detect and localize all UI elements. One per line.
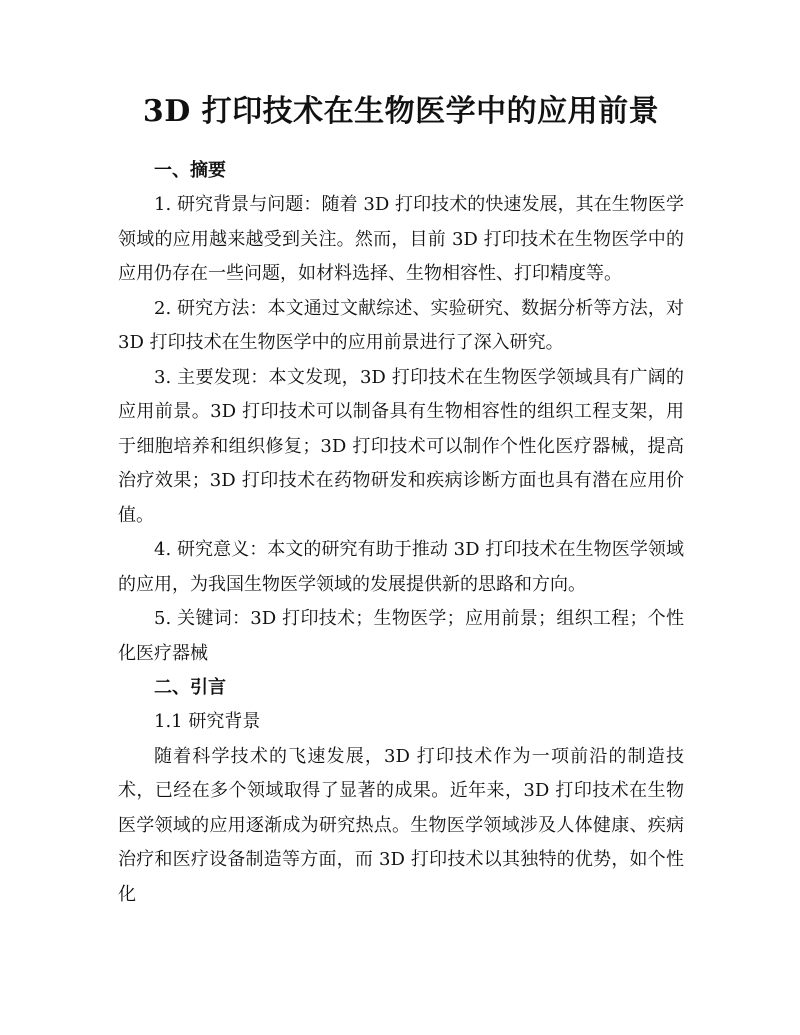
abstract-item-3: 3. 主要发现：本文发现，3D 打印技术在生物医学领域具有广阔的应用前景。3D 打印技术可以制备具有生物相容性的组织工程支架，用于细胞培养和组织修复；3D 打印技术可以制作个性化医疗器械，提高治疗效果；3D 打印技术在药物研发和疾病诊断方面也具有潜在应用价值。 xyxy=(118,366,684,526)
intro-subheading: 1.1 研究背景 xyxy=(154,711,261,732)
intro-heading: 二、引言 xyxy=(154,677,226,698)
abstract-item-4: 4. 研究意义：本文的研究有助于推动 3D 打印技术在生物医学领域的应用，为我国生物医学领域的发展提供新的思路和方向。 xyxy=(118,539,684,595)
document-title: 3D 打印技术在生物医学中的应用前景 xyxy=(142,94,660,129)
abstract-heading: 一、摘要 xyxy=(154,160,226,181)
abstract-item-1: 1. 研究背景与问题：随着 3D 打印技术的快速发展，其在生物医学领域的应用越来越受到关注。然而，目前 3D 打印技术在生物医学中的应用仍存在一些问题，如材料选择、生物相容性、打印精度等。 xyxy=(118,194,684,284)
intro-paragraph: 随着科学技术的飞速发展，3D 打印技术作为一项前沿的制造技术，已经在多个领域取得了显著的成果。近年来，3D 打印技术在生物医学领域的应用逐渐成为研究热点。生物医学领域涉及人体健康、疾病治疗和医疗设备制造等方面，而 3D 打印技术以其独特的优势，如个性化 xyxy=(118,745,684,905)
abstract-item-5-keywords: 5. 关键词：3D 打印技术；生物医学；应用前景；组织工程；个性化医疗器械 xyxy=(118,608,684,664)
abstract-item-2: 2. 研究方法：本文通过文献综述、实验研究、数据分析等方法，对 3D 打印技术在生物医学中的应用前景进行了深入研究。 xyxy=(118,297,684,353)
